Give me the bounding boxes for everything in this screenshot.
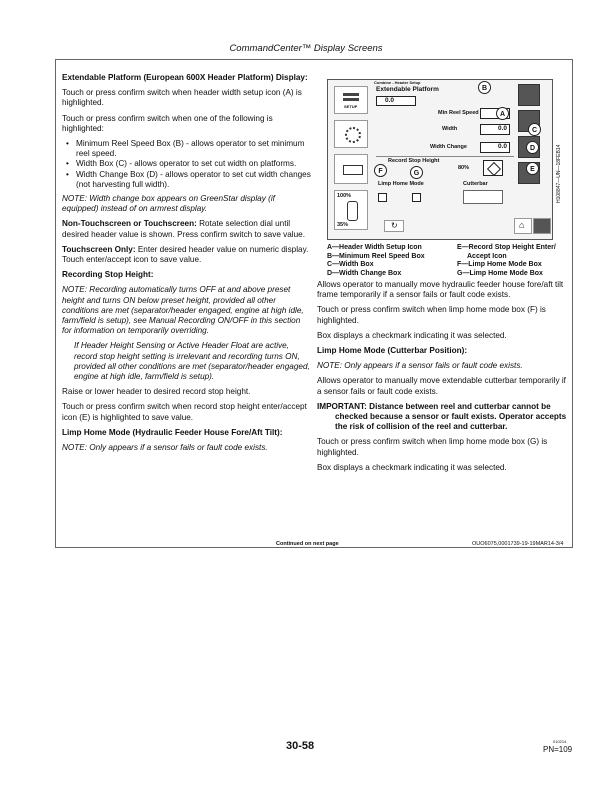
legend-item: D—Width Change Box <box>327 269 402 277</box>
legend-item: Accept Icon <box>467 252 507 260</box>
callout-c: C <box>528 123 541 136</box>
paragraph: Allows operator to manually move hydraulic feeder house fore/aft tilt frame temporarily if a sensor fails or fault code exists. <box>317 280 564 300</box>
callout-d: D <box>526 141 539 154</box>
limp-home-cutterbar-checkbox[interactable] <box>412 193 421 202</box>
cutterbar-button[interactable] <box>463 190 503 204</box>
legend-left <box>327 244 452 278</box>
important-label: IMPORTANT: <box>317 401 367 411</box>
paragraph: Box displays a checkmark indicating it was selected. <box>317 462 507 472</box>
section-title-extendable-platform: Extendable Platform (European 600X Header Platform) Display: <box>62 73 308 82</box>
width-box[interactable]: 0.0 <box>480 124 510 135</box>
paragraph: Raise or lower header to desired record stop height. <box>62 387 251 397</box>
gauge-bottom-pct: 35% <box>337 222 349 228</box>
paragraph: Allows operator to manually move extendable cutterbar temporarily if a sensor fails or fault code exists. <box>317 376 566 396</box>
callout-f: F <box>374 164 387 177</box>
important-text: Distance between reel and cutterbar cannot be checked because a sensor or fault exists. Operator accepts the risk of collision of the reel and cutterbar. <box>335 401 567 432</box>
section-title-limp-home-feeder: Limp Home Mode (Hydraulic Feeder House Fore/Aft Tilt): <box>62 427 283 437</box>
paragraph: Touch or press confirm switch when limp home mode box (G) is highlighted. <box>317 437 548 457</box>
width-change-label: Width Change <box>430 144 467 150</box>
paragraph: Touch or press confirm switch when header width setup icon (A) is highlighted. <box>62 88 302 108</box>
screen-figure <box>327 79 567 240</box>
section-title-limp-home-cutterbar: Limp Home Mode (Cutterbar Position): <box>317 346 468 356</box>
paragraph: Box displays a checkmark indicating it was selected. <box>317 330 507 340</box>
home-icon: ⌂ <box>519 220 525 230</box>
side-button-1[interactable] <box>518 84 540 106</box>
list-item: • Minimum Reel Speed Box (B) - allows operator to set minimum reel speed. <box>74 139 312 159</box>
callout-a: A <box>496 107 509 120</box>
record-stop-height-pct: 80% <box>458 165 470 171</box>
legend-item: F—Limp Home Mode Box <box>457 261 542 269</box>
pn-number: PN=109 <box>543 745 573 754</box>
running-header: CommandCenter™ Display Screens <box>229 43 383 54</box>
paragraph <box>62 219 312 239</box>
legend-item: A—Header Width Setup Icon <box>327 244 422 251</box>
paragraph: Touch or press confirm switch when limp home mode box (F) is highlighted. <box>317 305 546 325</box>
section-title-recording-stop-height: Recording Stop Height: <box>62 270 154 280</box>
callout-e: E <box>526 162 539 175</box>
paragraph-text: Rotate selection dial until desired header value is shown. Press confirm switch to save value. <box>62 219 306 239</box>
header-width-setup-icon[interactable] <box>334 86 368 114</box>
header-position-gauge <box>334 190 368 230</box>
paragraph: Touch or press confirm switch when record stop height enter/accept icon (E) is highlighted to save value. <box>62 402 307 422</box>
record-stop-height-accept-icon[interactable] <box>483 160 503 176</box>
important-notice <box>317 402 569 433</box>
screen-title: Extendable Platform <box>376 86 439 93</box>
list-item: • Width Change Box (D) - allows operator to set cut width changes (not harvesting full width). <box>74 170 312 190</box>
bold-lead: Touchscreen Only: <box>62 244 136 254</box>
continued-note: Continued on next page <box>276 541 339 547</box>
callout-g: G <box>410 166 423 179</box>
paragraph-text: Enter desired header value on numeric display. Touch enter/accept icon to save value. <box>62 244 309 265</box>
limp-home-feeder-checkbox[interactable] <box>378 193 387 202</box>
note-limp-home: NOTE: Only appears if a sensor fails or fault code exists. <box>62 443 268 453</box>
reel-icon[interactable] <box>334 120 368 148</box>
paragraph: Touch or press confirm switch when one of the following is highlighted: <box>62 113 273 133</box>
gauge-top-pct: 100% <box>337 193 352 199</box>
display-screen <box>327 79 553 240</box>
home-button[interactable] <box>514 218 532 234</box>
record-stop-height-label: Record Stop Height <box>388 158 440 164</box>
min-reel-speed-label: Min Reel Speed <box>438 110 479 116</box>
width-label: Width <box>442 126 458 132</box>
note-width-change: NOTE: Width change box appears on GreenStar display (if equipped) instead of on armrest display. <box>62 194 275 214</box>
legend-item: G—Limp Home Mode Box <box>457 269 543 277</box>
note-recording-cont: If Header Height Sensing or Active Header Float are active, record stop height setting is irrelevant and recording turns ON, provided all other conditions are met (separator/header engaged, engine at high idle, farm/field is setup). <box>74 341 310 382</box>
bold-lead: Non-Touchscreen or Touchscreen: <box>62 219 197 229</box>
figure-code: H108847—UN—18FEB14 <box>556 144 562 203</box>
paragraph <box>62 245 312 265</box>
bullet-list <box>62 139 312 190</box>
small-code: 010214 <box>553 739 567 744</box>
refresh-button[interactable] <box>384 220 404 232</box>
legend-right <box>457 244 567 278</box>
note-limp-home-cutterbar: NOTE: Only appears if a sensor fails or fault code exists. <box>317 361 523 371</box>
cutterbar-label: Cutterbar <box>463 181 488 187</box>
list-item: • Width Box (C) - allows operator to set cut width on platforms. <box>74 159 312 169</box>
legend-item: E—Record Stop Height Enter/ <box>457 244 556 251</box>
callout-b: B <box>478 81 491 94</box>
page-number: 30-58 <box>286 740 315 752</box>
setup-label: SETUP <box>344 104 358 109</box>
divider <box>376 156 514 157</box>
note-recording: NOTE: Recording automatically turns OFF at and above preset height and turns ON below preset height, provided all other conditions are met (separator/header engaged, engine at high idle, farm/field is setup), see Manual Recording ON/OFF in this section for information on temporarily overriding. <box>62 285 304 336</box>
header-control-icon[interactable] <box>334 154 368 184</box>
limp-home-mode-label: Limp Home Mode <box>378 181 424 187</box>
legend-item: C—Width Box <box>327 261 374 269</box>
doc-code: OUO6075,0001739-19-19MAR14-3/4 <box>472 541 564 547</box>
refresh-icon: ↻ <box>391 221 398 230</box>
menu-button[interactable] <box>533 218 551 234</box>
breadcrumb: Combine - Header Setup <box>374 80 421 85</box>
legend-item: B—Minimum Reel Speed Box <box>327 252 425 260</box>
header-value-box[interactable]: 0.0 <box>376 96 416 106</box>
right-column <box>317 280 569 478</box>
width-change-box[interactable]: 0.0 <box>480 142 510 153</box>
left-column <box>62 73 312 458</box>
